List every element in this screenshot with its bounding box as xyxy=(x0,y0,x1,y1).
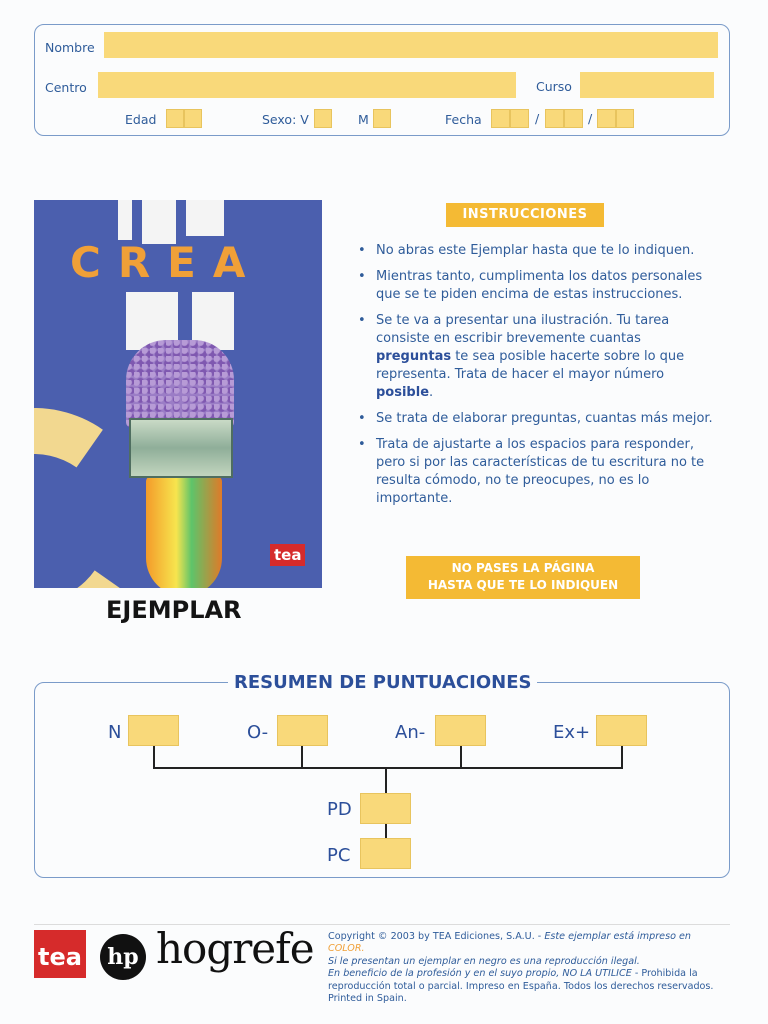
o-label: O- xyxy=(247,722,269,743)
sexo-m-label: M xyxy=(358,112,369,127)
paint-stroke xyxy=(186,200,224,236)
fecha-month-box-1[interactable] xyxy=(545,109,564,128)
instruction-item: • Se te va a presentar una ilustración. Tu tarea consiste en escribir brevemente cuantas preguntas te sea posible hacerte sobre lo que representa. Trata de hacer el mayor número posible. xyxy=(356,312,716,402)
hogrefe-brand: hogrefe xyxy=(156,924,314,973)
ex-label: Ex+ xyxy=(553,722,591,743)
ejemplar-caption: EJEMPLAR xyxy=(106,596,242,624)
ex-score-box[interactable] xyxy=(596,715,647,746)
edad-box-1[interactable] xyxy=(166,109,184,128)
n-label: N xyxy=(108,722,122,743)
fecha-year-box-2[interactable] xyxy=(616,109,634,128)
connector-line xyxy=(385,824,387,838)
brush-ferrule xyxy=(129,418,233,478)
an-label: An- xyxy=(395,722,426,743)
hogrefe-logo-icon: hp xyxy=(100,934,146,980)
instruction-item: • Trata de ajustarte a los espacios para responder, pero si por las características de tu escritura no te resulta cómodo, no te preocupes, no es lo importante. xyxy=(356,436,716,508)
copyright-notice xyxy=(328,931,728,1005)
edad-label: Edad xyxy=(125,112,157,127)
score-summary-title: RESUMEN DE PUNTUACIONES xyxy=(228,672,537,693)
date-separator: / xyxy=(588,111,593,126)
pd-label: PD xyxy=(327,799,352,820)
do-not-turn-notice xyxy=(406,556,640,599)
instruction-item: • Mientras tanto, cumplimenta los datos personales que se te piden encima de estas instrucciones. xyxy=(356,268,716,304)
paint-stroke xyxy=(118,200,132,240)
brush-bristles xyxy=(126,340,234,428)
connector-line xyxy=(385,767,387,793)
fecha-label: Fecha xyxy=(445,112,482,127)
instructions-list xyxy=(356,242,716,516)
pd-score-box[interactable] xyxy=(360,793,411,824)
nombre-label: Nombre xyxy=(45,40,95,55)
sexo-v-box[interactable] xyxy=(314,109,332,128)
instruction-item: • No abras este Ejemplar hasta que te lo indiquen. xyxy=(356,242,716,260)
centro-label: Centro xyxy=(45,80,87,95)
tea-logo: tea xyxy=(34,930,86,978)
cover-title: CREA xyxy=(70,238,263,287)
o-score-box[interactable] xyxy=(277,715,328,746)
an-score-box[interactable] xyxy=(435,715,486,746)
edad-box-2[interactable] xyxy=(184,109,202,128)
fecha-month-box-2[interactable] xyxy=(564,109,583,128)
pc-label: PC xyxy=(327,845,351,866)
curso-field[interactable] xyxy=(580,72,714,98)
copyright-line: Si le presentan un ejemplar en negro es una reproducción ilegal. xyxy=(328,955,640,967)
centro-field[interactable] xyxy=(98,72,516,98)
n-score-box[interactable] xyxy=(128,715,179,746)
sexo-m-box[interactable] xyxy=(373,109,391,128)
footer-divider xyxy=(34,924,730,925)
copyright-line: Copyright © 2003 by TEA Ediciones, S.A.U. - Este ejemplar está impreso en COLOR. xyxy=(328,931,691,955)
fecha-year-box-1[interactable] xyxy=(597,109,616,128)
cover-tea-logo: tea xyxy=(270,544,305,566)
fecha-day-box-2[interactable] xyxy=(510,109,529,128)
fecha-day-box-1[interactable] xyxy=(491,109,510,128)
instruction-item: • Se trata de elaborar preguntas, cuantas más mejor. xyxy=(356,410,716,428)
copyright-line: Printed in Spain. xyxy=(328,993,407,1005)
connector-line xyxy=(621,746,623,768)
instructions-title: INSTRUCCIONES xyxy=(446,203,604,227)
nombre-field[interactable] xyxy=(104,32,718,58)
date-separator: / xyxy=(535,111,540,126)
copyright-line: reproducción total o parcial. Impreso en España. Todos los derechos reservados. xyxy=(328,980,714,992)
connector-line xyxy=(153,746,155,768)
notice-line: HASTA QUE TE LO INDIQUEN xyxy=(427,578,619,592)
brush-handle xyxy=(146,476,222,588)
connector-line xyxy=(301,746,303,768)
copyright-line: En beneficio de la profesión y en el suyo propio, NO LA UTILICE - Prohibida la xyxy=(328,968,698,980)
connector-line xyxy=(460,746,462,768)
sexo-label: Sexo: V xyxy=(262,112,309,127)
crea-cover-illustration xyxy=(34,200,322,588)
pc-score-box[interactable] xyxy=(360,838,411,869)
notice-line: NO PASES LA PÁGINA xyxy=(451,561,595,575)
curso-label: Curso xyxy=(536,79,572,94)
connector-line xyxy=(153,767,623,769)
